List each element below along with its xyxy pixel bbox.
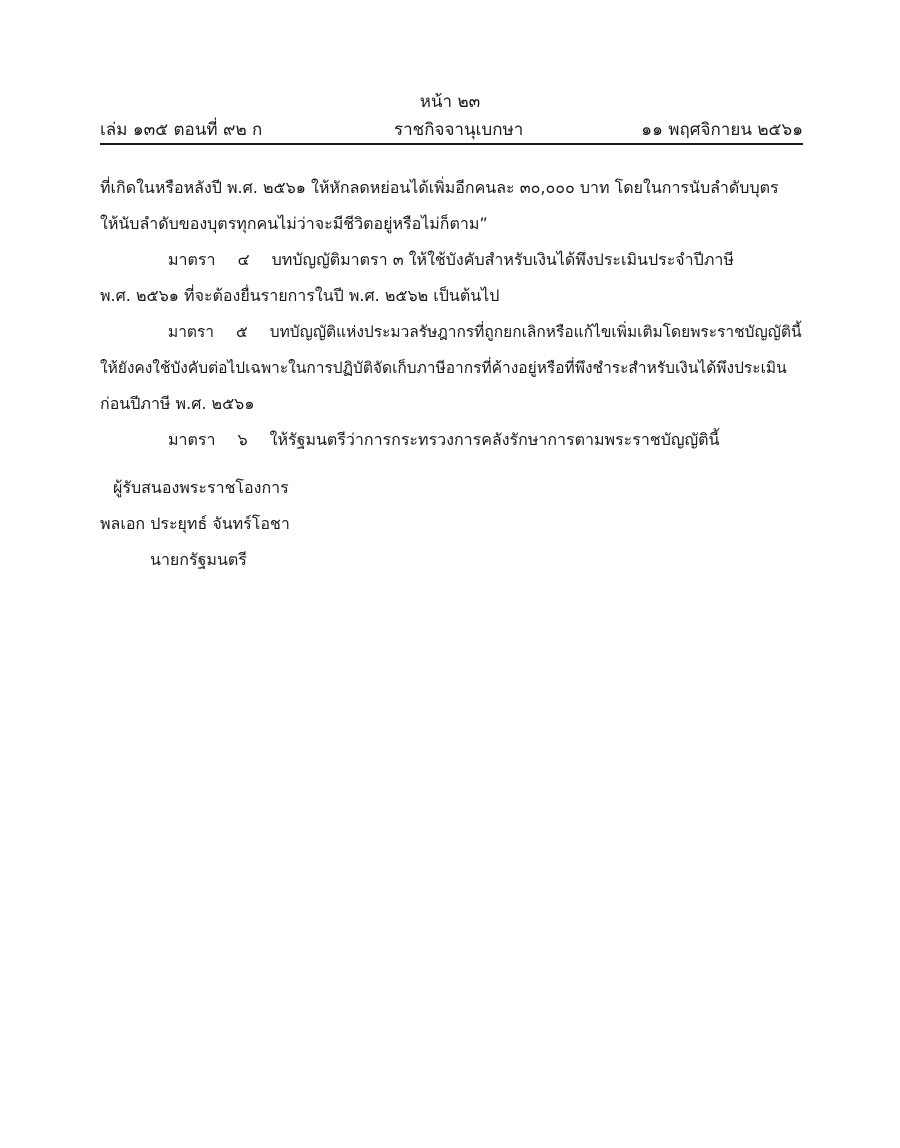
section-5-line-1: [100, 314, 803, 350]
section-4-line-1: [100, 242, 803, 278]
section-4-number: ๔: [237, 250, 250, 269]
publish-date: ๑๑ พฤศจิกายน ๒๕๖๑: [641, 120, 803, 140]
section-4-heading: [100, 242, 272, 278]
continued-text-line-2: ให้นับลำดับของบุตรทุกคนไม่ว่าจะมีชีวิตอยู่หรือไม่ก็ตาม”: [100, 214, 488, 233]
section-5-heading: [100, 314, 270, 350]
signatory-position: นายกรัฐมนตรี: [150, 550, 247, 569]
section-4-text: บทบัญญัติมาตรา ๓ ให้ใช้บังคับสำหรับเงินได้พึงประเมินประจำปีภาษี: [271, 250, 734, 269]
continued-text-line-1: ที่เกิดในหรือหลังปี พ.ศ. ๒๕๖๑ ให้หักลดหย่อนได้เพิ่มอีกคนละ ๓๐,๐๐๐ บาท โดยในการนับลำดับบุตร: [100, 178, 779, 197]
document-body: [100, 170, 803, 458]
section-5-line-2: ให้ยังคงใช้บังคับต่อไปเฉพาะในการปฏิบัติจัดเก็บภาษีอากรที่ค้างอยู่หรือที่พึงชำระสำหรับเงินได้พึงประเมิน: [100, 359, 787, 377]
section-5-line-3: ก่อนปีภาษี พ.ศ. ๒๕๖๑: [100, 394, 255, 413]
section-6-heading: [100, 422, 270, 458]
gazette-header: [100, 116, 803, 142]
section-4-label: มาตรา: [168, 250, 216, 269]
page-number: หน้า ๒๓: [419, 92, 481, 112]
countersign-label: ผู้รับสนองพระราชโองการ: [113, 478, 289, 497]
volume-issue: เล่ม ๑๓๕ ตอนที่ ๙๒ ก: [100, 120, 263, 140]
gazette-name: ราชกิจจานุเบกษา: [394, 120, 524, 140]
section-6-line-1: [100, 422, 803, 458]
section-6-text: ให้รัฐมนตรีว่าการกระทรวงการคลังรักษาการตามพระราชบัญญัตินี้: [269, 430, 720, 449]
section-6-label: มาตรา: [168, 430, 216, 449]
header-divider: [100, 143, 803, 145]
section-6-number: ๖: [237, 430, 248, 449]
section-5-text: บทบัญญัติแห่งประมวลรัษฎากรที่ถูกยกเลิกหรือแก้ไขเพิ่มเติมโดยพระราชบัญญัตินี้: [269, 323, 802, 341]
section-5-number: ๕: [236, 323, 248, 341]
signatory-name: พลเอก ประยุทธ์ จันทร์โอชา: [100, 514, 290, 533]
signature-block: [100, 470, 290, 578]
section-5-label: มาตรา: [168, 323, 215, 341]
section-4-line-2: พ.ศ. ๒๕๖๑ ที่จะต้องยื่นรายการในปี พ.ศ. ๒๕๖๒ เป็นต้นไป: [100, 286, 500, 305]
